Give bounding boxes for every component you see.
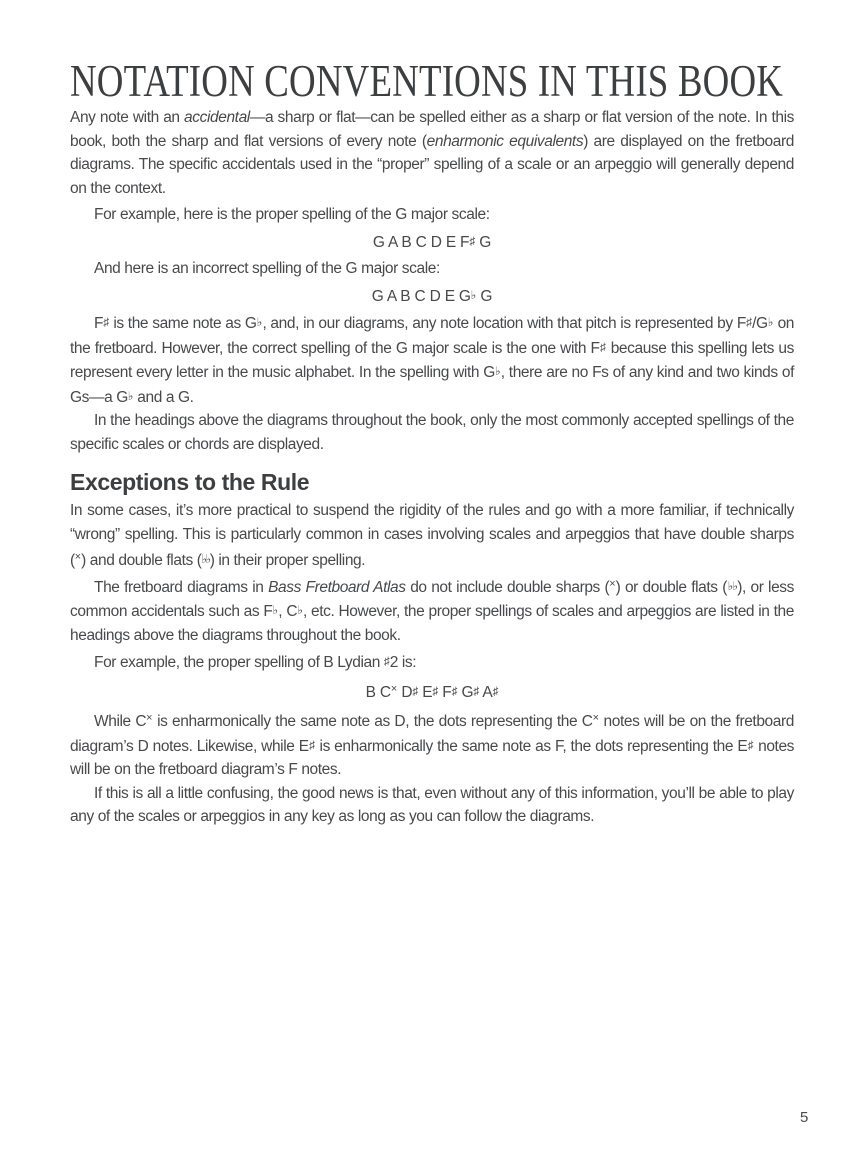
page-number: 5 [800, 1109, 809, 1126]
exceptions-heading: Exceptions to the Rule [70, 469, 310, 496]
correct-spelling-lead-in: For example, here is the proper spelling of the G major scale: [94, 206, 490, 223]
enharmonic-explanation-paragraph: F♯ is the same note as G♭, and, in our diagrams, any note location with that pitch is represented by F♯/G♭ on the fretboard. However, the correct spelling of the G major scale is the one with F♯ because this spelling lets us represent every letter in the music alphabet. In the spelling with G♭, there are no Fs of any kind and two kinds of Gs—a G♭ and a G. [70, 315, 795, 406]
g-major-incorrect-spelling: G A B C D E G♭ G [371, 287, 493, 305]
closing-paragraph: If this is all a little confusing, the good news is that, even without any of this information, you’ll be able to play any of the scales or arpeggios in any key as long as you can follow the diagrams. [70, 784, 794, 826]
exceptions-intro-paragraph: In some cases, it’s more practical to suspend the rigidity of the rules and go with a more familiar, if technically “wrong” spelling. This is particularly common in cases involving scales and arpeggios that have double sharps (×) and double flats (♭♭) in their proper spelling. [70, 502, 794, 570]
b-lydian-lead-in: For example, the proper spelling of B Lydian ♯2 is: [94, 654, 417, 672]
page-title: NOTATION CONVENTIONS IN THIS BOOK [70, 56, 784, 106]
g-major-correct-spelling: G A B C D E F♯ G [372, 233, 492, 251]
atlas-diagrams-paragraph: The fretboard diagrams in Bass Fretboard Atlas do not include double sharps (×) or double flats (♭♭), or less common accidentals such as F♭, C♭, etc. However, the proper spellings of scales and arpeggios are listed in the headings above the diagrams throughout the book. [70, 577, 794, 644]
b-lydian-spelling: B C× D♯ E♯ F♯ G♯ A♯ [365, 682, 499, 701]
intro-paragraph: Any note with an accidental—a sharp or flat—can be spelled either as a sharp or flat version of the note. In this book, both the sharp and flat versions of every note (enharmonic equivalents) are displayed on the fretboard diagrams. The specific accidentals used in the “proper” spelling of a scale or an arpeggio will generally depend on the context. [70, 109, 795, 197]
headings-note-paragraph: In the headings above the diagrams throughout the book, only the most commonly accepted spellings of the specific scales or chords are displayed. [70, 412, 794, 453]
enharmonic-dots-paragraph: While C× is enharmonically the same note as D, the dots representing the C× notes will be on the fretboard diagram’s D notes. Likewise, while E♯ is enharmonically the same note as F, the dots representing the E♯ notes will be on the fretboard diagram’s F notes. [70, 712, 795, 779]
incorrect-spelling-lead-in: And here is an incorrect spelling of the G major scale: [94, 260, 440, 278]
